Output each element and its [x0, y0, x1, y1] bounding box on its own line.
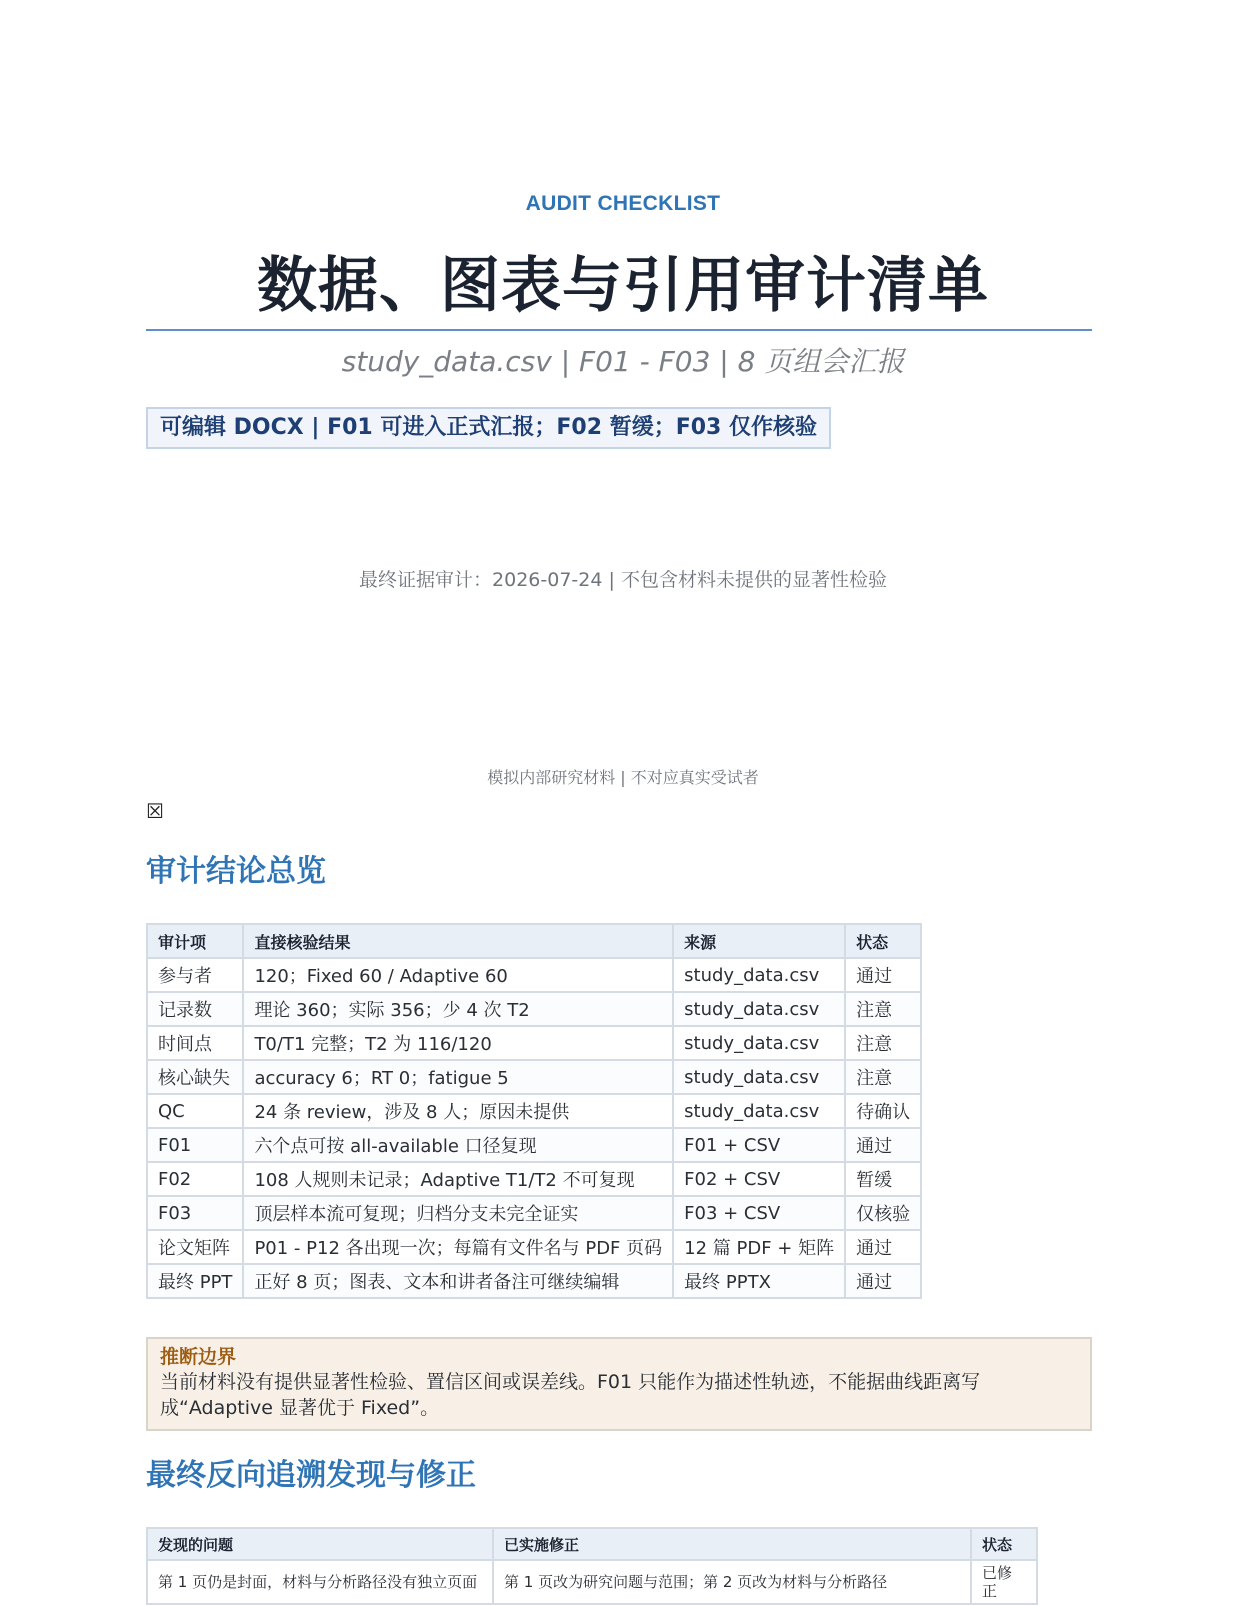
status-cell: 通过 — [845, 1128, 921, 1162]
status-cell: 待确认 — [845, 1094, 921, 1128]
title-divider — [146, 329, 1092, 331]
inference-boundary-box — [146, 1337, 1092, 1431]
audit-item-cell: F02 — [147, 1162, 243, 1196]
result-cell: accuracy 6；RT 0；fatigue 5 — [243, 1060, 673, 1094]
table-row — [147, 1196, 921, 1230]
result-cell: P01 - P12 各出现一次；每篇有文件名与 PDF 页码 — [243, 1230, 673, 1264]
status-cell: 注意 — [845, 992, 921, 1026]
column-header: 来源 — [673, 924, 845, 958]
column-header: 已实施修正 — [493, 1528, 971, 1560]
status-cell: 通过 — [845, 1230, 921, 1264]
overview-heading: 审计结论总览 — [146, 854, 326, 889]
checkbox-glyph-icon: ☒ — [146, 799, 164, 823]
result-cell: 六个点可按 all-available 口径复现 — [243, 1128, 673, 1162]
table-row — [147, 1230, 921, 1264]
table-row — [147, 1560, 1037, 1604]
audit-item-cell: 论文矩阵 — [147, 1230, 243, 1264]
audit-item-cell: QC — [147, 1094, 243, 1128]
result-cell: 顶层样本流可复现；归档分支未完全证实 — [243, 1196, 673, 1230]
source-cell: study_data.csv — [673, 1060, 845, 1094]
audit-item-cell: 最终 PPT — [147, 1264, 243, 1298]
document-kicker: AUDIT CHECKLIST — [525, 192, 721, 215]
audit-meta: 最终证据审计：2026-07-24 | 不包含材料未提供的显著性检验 — [359, 569, 887, 591]
source-cell: F02 + CSV — [673, 1162, 845, 1196]
table-row — [147, 1026, 921, 1060]
trace-heading: 最终反向追溯发现与修正 — [146, 1458, 476, 1493]
source-cell: 12 篇 PDF + 矩阵 — [673, 1230, 845, 1264]
result-cell: 24 条 review，涉及 8 人；原因未提供 — [243, 1094, 673, 1128]
audit-item-cell: 记录数 — [147, 992, 243, 1026]
table-header-row — [147, 924, 921, 958]
status-callout: 可编辑 DOCX | F01 可进入正式汇报；F02 暂缓；F03 仅作核验 — [146, 407, 831, 449]
status-cell: 通过 — [845, 958, 921, 992]
source-cell: F01 + CSV — [673, 1128, 845, 1162]
result-cell: 理论 360；实际 356；少 4 次 T2 — [243, 992, 673, 1026]
boundary-text: 当前材料没有提供显著性检验、置信区间或误差线。F01 只能作为描述性轨迹，不能据曲线距离写成“Adaptive 显著优于 Fixed”。 — [160, 1371, 981, 1419]
status-cell: 通过 — [845, 1264, 921, 1298]
status-cell: 仅核验 — [845, 1196, 921, 1230]
audit-item-cell: F03 — [147, 1196, 243, 1230]
trace-table — [146, 1527, 1038, 1605]
source-cell: F03 + CSV — [673, 1196, 845, 1230]
status-cell: 已修正 — [971, 1560, 1037, 1604]
column-header: 状态 — [971, 1528, 1037, 1560]
overview-table — [146, 923, 922, 1299]
status-cell: 注意 — [845, 1060, 921, 1094]
column-header: 直接核验结果 — [243, 924, 673, 958]
table-row — [147, 1060, 921, 1094]
source-cell: study_data.csv — [673, 958, 845, 992]
result-cell: 正好 8 页；图表、文本和讲者备注可继续编辑 — [243, 1264, 673, 1298]
table-row — [147, 1264, 921, 1298]
result-cell: 120；Fixed 60 / Adaptive 60 — [243, 958, 673, 992]
document-title: 数据、图表与引用审计清单 — [257, 251, 989, 321]
result-cell: 108 人规则未记录；Adaptive T1/T2 不可复现 — [243, 1162, 673, 1196]
status-cell: 注意 — [845, 1026, 921, 1060]
source-cell: study_data.csv — [673, 992, 845, 1026]
source-cell: study_data.csv — [673, 1094, 845, 1128]
table-row — [147, 958, 921, 992]
table-row — [147, 992, 921, 1026]
issue-cell: 第 1 页仍是封面，材料与分析路径没有独立页面 — [147, 1560, 493, 1604]
boundary-title: 推断边界 — [160, 1346, 237, 1368]
material-footnote: 模拟内部研究材料 | 不对应真实受试者 — [487, 768, 759, 787]
document-subtitle: study_data.csv | F01 - F03 | 8 页组会汇报 — [341, 345, 905, 378]
audit-item-cell: 参与者 — [147, 958, 243, 992]
fix-cell: 第 1 页改为研究问题与范围；第 2 页改为材料与分析路径 — [493, 1560, 971, 1604]
table-row — [147, 1094, 921, 1128]
audit-item-cell: 时间点 — [147, 1026, 243, 1060]
table-header-row — [147, 1528, 1037, 1560]
source-cell: study_data.csv — [673, 1026, 845, 1060]
column-header: 发现的问题 — [147, 1528, 493, 1560]
table-row — [147, 1162, 921, 1196]
column-header: 状态 — [845, 924, 921, 958]
column-header: 审计项 — [147, 924, 243, 958]
table-row — [147, 1128, 921, 1162]
source-cell: 最终 PPTX — [673, 1264, 845, 1298]
audit-item-cell: F01 — [147, 1128, 243, 1162]
status-cell: 暂缓 — [845, 1162, 921, 1196]
audit-item-cell: 核心缺失 — [147, 1060, 243, 1094]
result-cell: T0/T1 完整；T2 为 116/120 — [243, 1026, 673, 1060]
